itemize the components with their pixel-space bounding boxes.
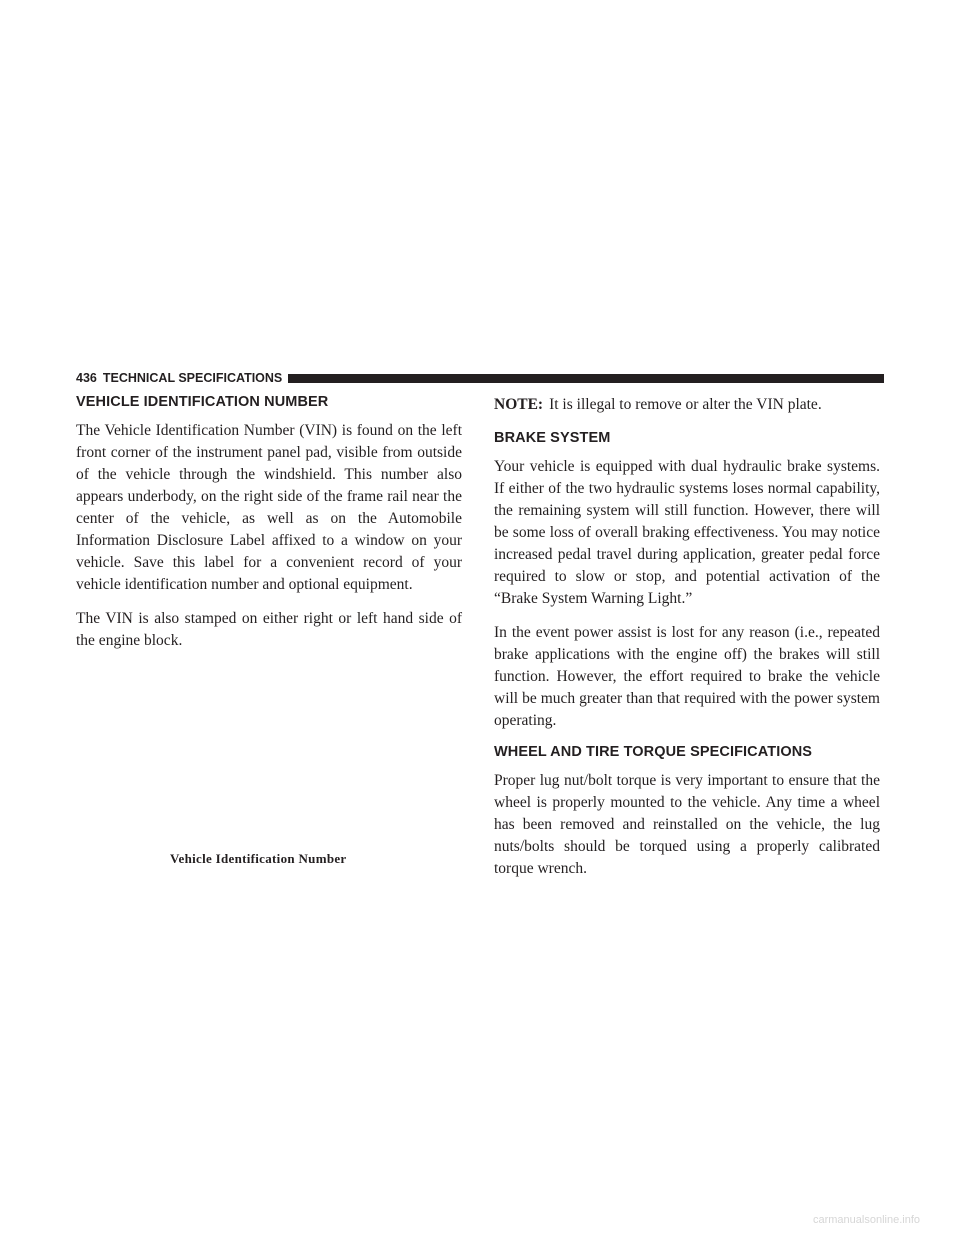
section-title: TECHNICAL SPECIFICATIONS [102, 371, 283, 385]
note-label: NOTE: [494, 396, 544, 413]
left-column [76, 394, 462, 664]
page-number: 436 [76, 371, 97, 385]
note-text: It is illegal to remove or alter the VIN plate. [549, 396, 822, 413]
note [494, 394, 880, 416]
figure-caption: Vehicle Identification Number [170, 851, 347, 866]
right-column [494, 394, 880, 892]
brake-paragraph: In the event power assist is lost for any reason (i.e., repeated brake applications with the engine off) the brakes will still function. However, the effort required to brake the vehicle will be much greater than that required with the power system operating. [494, 624, 880, 729]
wheel-heading: WHEEL AND TIRE TORQUE SPECIFICATIONS [494, 744, 813, 760]
brake-heading: BRAKE SYSTEM [494, 430, 611, 446]
header-rule [288, 374, 884, 383]
page-header [76, 370, 884, 386]
wheel-paragraph: Proper lug nut/bolt torque is very important to ensure that the wheel is properly mounted to the vehicle. Any time a wheel has been removed and reinstalled on the vehicle, the lug nuts/bolts should be torqued using a properly calibrated torque wrench. [494, 772, 880, 877]
vin-paragraph: The VIN is also stamped on either right or left hand side of the engine block. [76, 610, 462, 649]
vin-paragraph: The Vehicle Identification Number (VIN) is found on the left front corner of the instrument panel pad, visible from outside of the vehicle through the windshield. This number also appears underbody, on the right side of the frame rail near the center of the vehicle, as well as on the Automobile Information Disclosure Label affixed to a window on your vehicle. Save this label for a convenient record of your vehicle identification number and optional equipment. [76, 422, 462, 593]
brake-paragraph: Your vehicle is equipped with dual hydraulic brake systems. If either of the two hydraulic systems loses normal capability, the remaining system will still function. However, there will be some loss of overall braking effectiveness. You may notice increased pedal travel during application, greater pedal force required to slow or stop, and potential activation of the “Brake System Warning Light.” [494, 458, 880, 607]
watermark: carmanualsonline.info [812, 1214, 920, 1226]
vin-heading: VEHICLE IDENTIFICATION NUMBER [76, 394, 329, 410]
